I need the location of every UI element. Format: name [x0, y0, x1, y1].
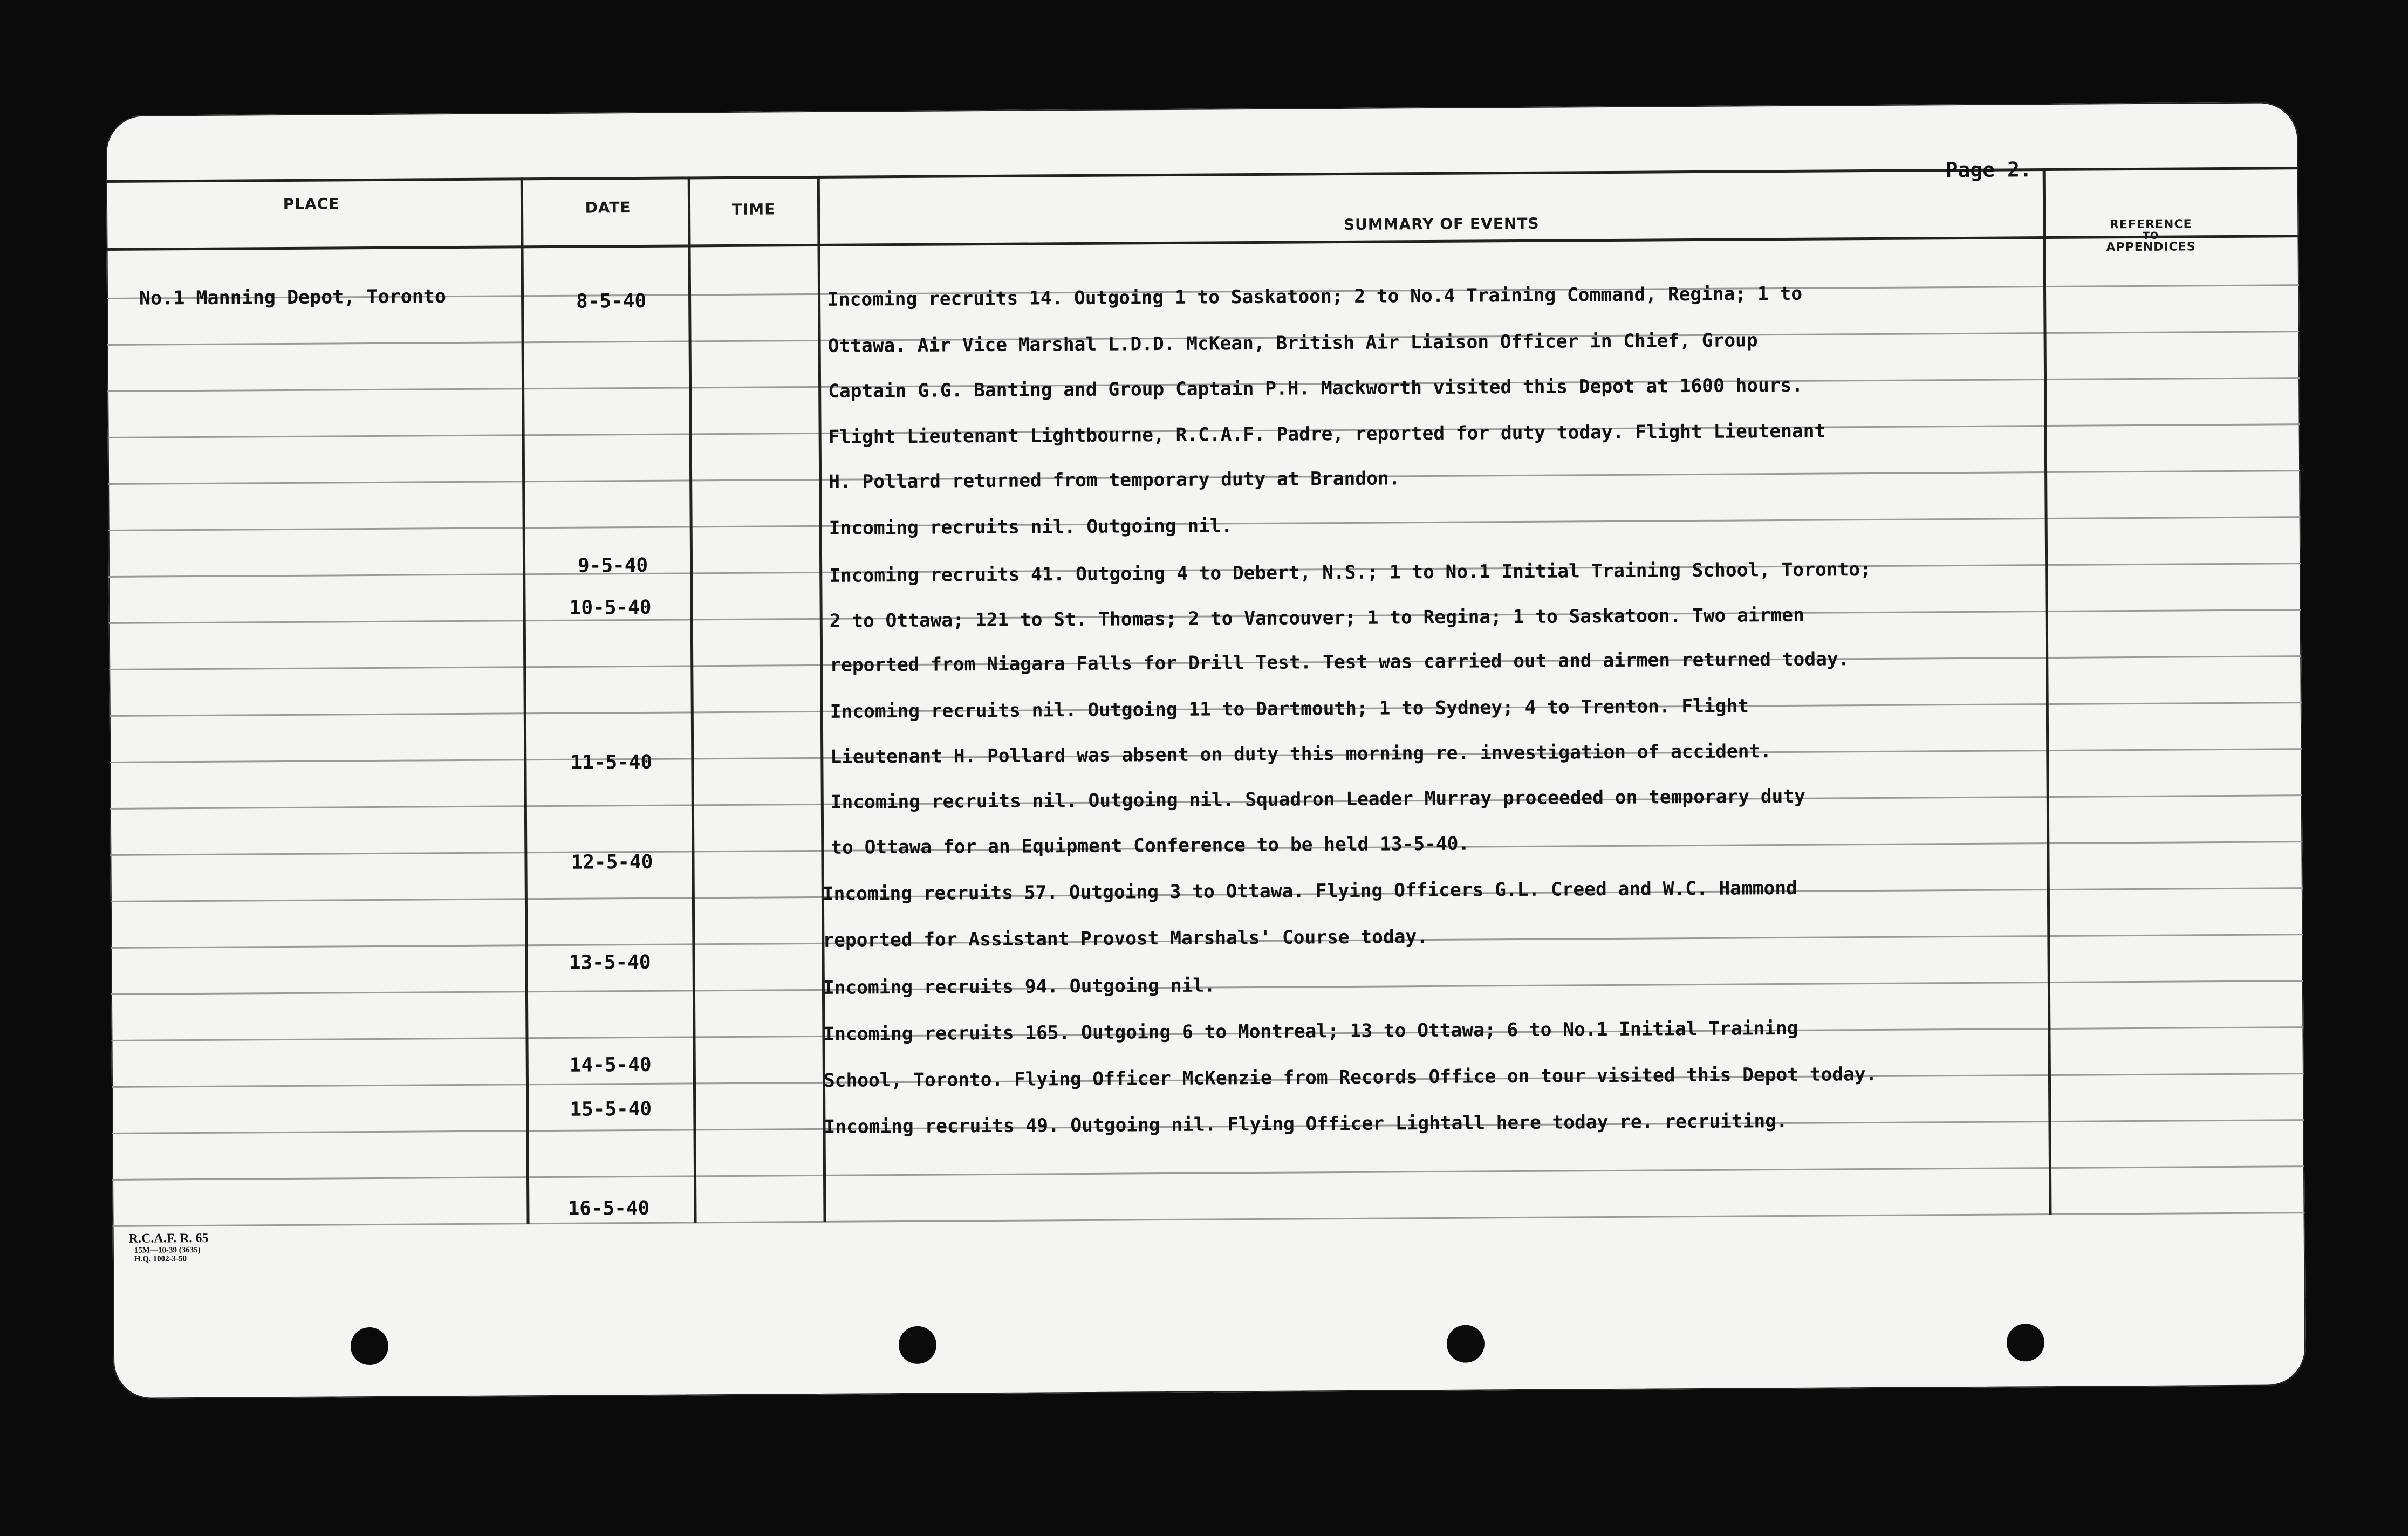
header-reference: REFERENCE TO APPENDICES: [2106, 217, 2196, 255]
event-line: Incoming recruits 94. Outgoing nil.: [823, 975, 1216, 999]
page-number: Page 2.: [1945, 157, 2032, 182]
event-line: School, Toronto. Flying Officer McKenzie from Records Office on tour visited this Depot today.: [823, 1063, 1877, 1092]
header-date: DATE: [585, 198, 631, 217]
event-line: reported for Assistant Provost Marshals' Course today.: [823, 926, 1428, 951]
header-place: PLACE: [283, 195, 340, 213]
date-cell: 9-5-40: [577, 554, 648, 577]
date-cell: 14-5-40: [569, 1053, 652, 1076]
event-line: Incoming recruits nil. Outgoing nil. Squadron Leader Murray proceeded on temporary duty: [830, 785, 1805, 813]
ruled-line: [112, 1165, 2304, 1181]
punch-hole: [899, 1326, 936, 1364]
event-line: Incoming recruits 57. Outgoing 3 to Ottawa. Flying Officers G.L. Creed and W.C. Hammond: [822, 877, 1797, 905]
event-line: Incoming recruits nil. Outgoing 11 to Dartmouth; 1 to Sydney; 4 to Trenton. Flight: [830, 695, 1749, 723]
diary-card: [106, 102, 2306, 1399]
event-line: to Ottawa for an Equipment Conference to be held 13-5-40.: [831, 833, 1470, 859]
punch-hole: [1447, 1325, 1485, 1362]
event-line: Captain G.G. Banting and Group Captain P.H. Mackworth visited this Depot at 1600 hours.: [828, 374, 1803, 402]
date-cell: 15-5-40: [570, 1098, 652, 1121]
event-line: Incoming recruits 49. Outgoing nil. Flying Officer Lightall here today re. recruiting.: [824, 1110, 1788, 1138]
form-identifier: R.C.A.F. R. 65 15M—10-39 (3635) H.Q. 1002-3-50: [128, 1231, 209, 1264]
event-line: Incoming recruits 14. Outgoing 1 to Saskatoon; 2 to No.4 Training Command, Regina; 1 to: [827, 283, 1803, 311]
event-line: H. Pollard returned from temporary duty at Brandon.: [829, 468, 1400, 493]
date-cell: 8-5-40: [576, 290, 647, 313]
header-time: TIME: [731, 200, 776, 218]
event-line: Incoming recruits nil. Outgoing nil.: [829, 515, 1233, 539]
header-bottom-rule: [107, 235, 2299, 251]
event-line: 2 to Ottawa; 121 to St. Thomas; 2 to Vancouver; 1 to Regina; 1 to Saskatoon. Two airmen: [829, 604, 1804, 632]
date-cell: 12-5-40: [571, 851, 653, 874]
event-line: Lieutenant H. Pollard was absent on duty this morning re. investigation of accident.: [830, 740, 1772, 768]
header-summary: SUMMARY OF EVENTS: [1343, 214, 1540, 234]
event-line: Incoming recruits 41. Outgoing 4 to Debert, N.S.; 1 to No.1 Initial Training School, Toronto;: [829, 559, 1872, 587]
summary-reference-divider: [2043, 168, 2052, 1215]
date-cell: 11-5-40: [570, 751, 653, 774]
event-line: reported from Niagara Falls for Drill Test. Test was carried out and airmen returned today.: [830, 648, 1850, 676]
date-cell: 16-5-40: [567, 1197, 650, 1220]
event-line: Flight Lieutenant Lightbourne, R.C.A.F. Padre, reported for duty today. Flight Lieutenant: [828, 420, 1826, 448]
date-cell: 13-5-40: [569, 951, 651, 974]
place-cell: No.1 Manning Depot, Toronto: [139, 286, 447, 310]
ruled-line: [113, 1212, 2305, 1227]
event-line: Incoming recruits 165. Outgoing 6 to Montreal; 13 to Ottawa; 6 to No.1 Initial Training: [823, 1017, 1798, 1045]
punch-hole: [2007, 1324, 2044, 1361]
event-line: Ottawa. Air Vice Marshal L.D.D. McKean, British Air Liaison Officer in Chief, Group: [827, 330, 1758, 357]
punch-hole: [351, 1327, 388, 1365]
date-cell: 10-5-40: [569, 596, 652, 619]
time-summary-divider: [817, 176, 826, 1222]
